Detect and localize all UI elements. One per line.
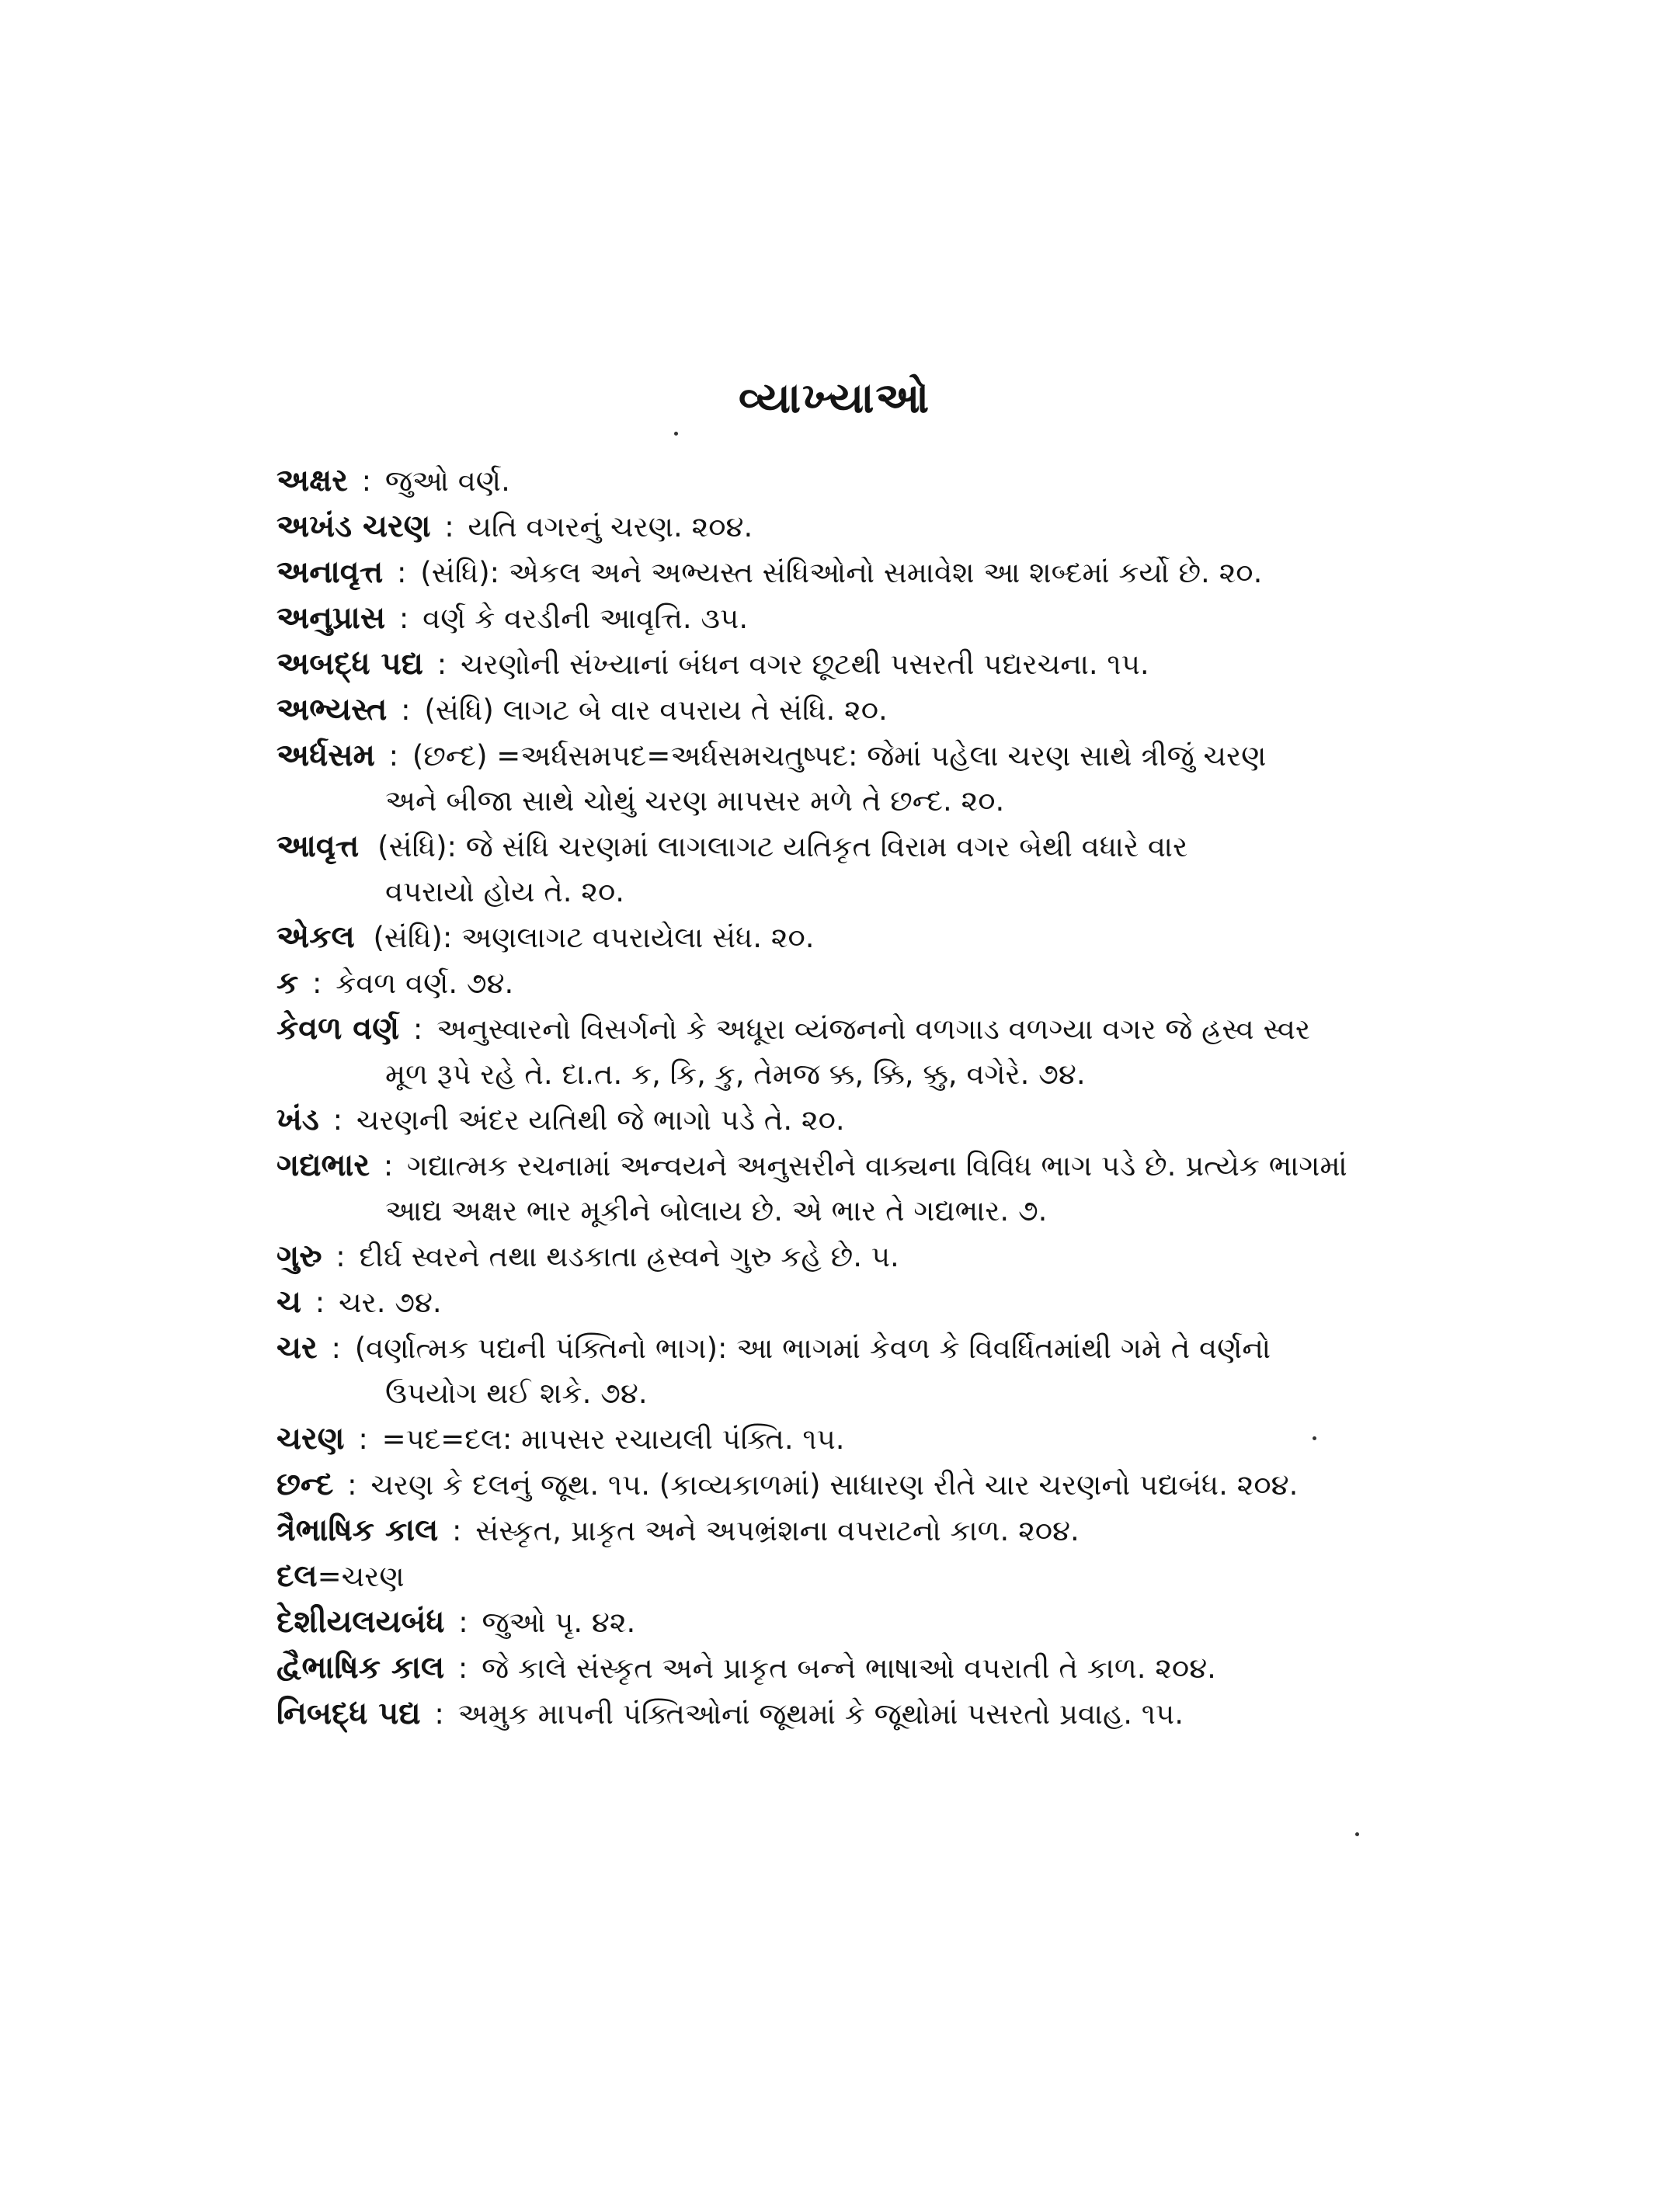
entry-term: આવૃત્ત	[276, 828, 360, 864]
entry-definition: ગદ્યાત્મક રચનામાં અન્વયને અનુસરીને વાક્યના વિવિધ ભાગ પડે છે. પ્રત્યેક ભાગમાં	[407, 1149, 1347, 1182]
entry-definition: ચરણ કે દલનું જૂથ. ૧૫. (કાવ્યકાળમાં) સાધારણ રીતે ચાર ચરણનો પદ્યબંધ. ૨૦૪.	[370, 1468, 1299, 1502]
list-item	[276, 1645, 1395, 1691]
entry-continuation: આદ્ય અક્ષર ભાર મૂકીને બોલાય છે. એ ભાર તે ગદ્યભાર. ૭.	[385, 1194, 1048, 1228]
entry-definition: (છન્દ) =અર્ધસમપદ=અર્ધસમચતુષ્પદ: જેમાં પહેલા ચરણ સાથે ત્રીજું ચરણ	[412, 739, 1267, 773]
entry-term: છન્દ	[276, 1467, 334, 1502]
entry-definition: દીર્ઘ સ્વરને તથા થડકાતા હ્રસ્વને ગુરુ કહે છે. ૫.	[359, 1240, 899, 1273]
entry-definition: =પદ=દલ: માપસર રચાયલી પંક્તિ. ૧૫.	[381, 1422, 845, 1456]
entry-definition: વર્ણ કે વરડીની આવૃત્તિ. ૩૫.	[422, 602, 749, 635]
list-item	[276, 550, 1395, 596]
entry-definition: સંસ્કૃત, પ્રાકૃત અને અપભ્રંશના વપરાટનો કાળ. ૨૦૪.	[475, 1514, 1080, 1547]
entry-definition: ચરણની અંદર યતિથી જે ભાગો પડે તે. ૨૦.	[356, 1103, 845, 1137]
entry-term: અક્ષર	[276, 463, 348, 498]
entry-definition: કેવળ વર્ણ. ૭૪.	[336, 967, 514, 1000]
entry-definition: (સંધિ) લાગટ બે વાર વપરાય તે સંધિ. ૨૦.	[424, 693, 888, 727]
entry-separator: :	[449, 1606, 478, 1639]
list-item	[276, 1554, 1395, 1599]
entry-definition: =ચરણ	[317, 1560, 405, 1593]
entry-term: નિબદ્ધ પદ્ય	[276, 1696, 421, 1731]
entry-term: ગુરુ	[276, 1238, 322, 1274]
list-item	[276, 1416, 1395, 1462]
print-speck	[1313, 1436, 1316, 1440]
entry-separator: :	[427, 648, 456, 681]
entry-definition: યતિ વગરનું ચરણ. ૨૦૪.	[468, 510, 753, 543]
list-item	[276, 733, 1395, 824]
list-item	[276, 458, 1395, 504]
entry-definition: (સંધિ): એકલ અને અભ્યસ્ત સંધિઓનો સમાવેશ આ શબ્દમાં કર્યો છે. ૨૦.	[420, 556, 1263, 589]
entry-separator: :	[379, 739, 408, 773]
entry-definition: જુઓ વર્ણ.	[384, 464, 510, 498]
entry-definition: જે કાલે સંસ્કૃત અને પ્રાકૃત બન્ને ભાષાઓ વપરાતી તે કાળ. ૨૦૪.	[482, 1651, 1216, 1685]
entry-term: ત્રૈભાષિક કાલ	[276, 1512, 439, 1548]
entry-term: અનાવૃત્ત	[276, 554, 384, 590]
entry-separator: :	[388, 556, 416, 589]
entry-term: ખંડ	[276, 1102, 319, 1137]
entry-continuation: અને બીજા સાથે ચોથું ચરણ માપસર મળે તે છન્દ. ૨૦.	[385, 784, 1005, 818]
page-title: વ્યાખ્યાઓ	[738, 373, 931, 422]
list-item	[276, 1691, 1395, 1737]
list-item	[276, 1325, 1395, 1416]
entry-term: અબદ્ધ પદ્ય	[276, 646, 423, 682]
entry-term: ગદ્યભાર	[276, 1148, 370, 1183]
entry-definition: (વર્ણાત્મક પદ્યની પંક્તિનો ભાગ): આ ભાગમાં કેવળ કે વિવર્ધિતમાંથી ગમે તે વર્ણનો	[354, 1332, 1271, 1365]
list-item	[276, 1462, 1395, 1508]
print-speck	[1355, 1832, 1359, 1836]
list-item	[276, 1097, 1395, 1143]
entry-separator: :	[326, 1240, 355, 1273]
entry-separator: :	[391, 693, 420, 727]
entry-separator: :	[404, 1012, 433, 1046]
list-item	[276, 960, 1395, 1006]
list-item	[276, 1006, 1395, 1097]
entry-separator: :	[425, 1697, 454, 1731]
list-item	[276, 1143, 1395, 1234]
entry-term: અભ્યસ્ત	[276, 692, 388, 727]
entry-separator: :	[435, 510, 464, 543]
entry-separator: :	[349, 1422, 377, 1456]
definitions-list	[276, 458, 1395, 1737]
entry-definition: (સંધિ): અણલાગટ વપરાયેલા સંધ. ૨૦.	[373, 921, 815, 954]
list-item	[276, 1508, 1395, 1554]
entry-separator: :	[338, 1468, 367, 1502]
entry-term: દેશીયલયબંધ	[276, 1604, 445, 1640]
list-item	[276, 504, 1395, 550]
entry-continuation: ઉપયોગ થઈ શકે. ૭૪.	[385, 1377, 648, 1410]
entry-separator: :	[443, 1514, 471, 1547]
entry-separator: :	[374, 1149, 403, 1182]
list-item	[276, 641, 1395, 687]
entry-separator: :	[323, 1103, 352, 1137]
entry-term: અનુપ્રાસ	[276, 600, 386, 636]
entry-definition: જુઓ પૃ. ૪૨.	[482, 1606, 636, 1639]
list-item	[276, 1599, 1395, 1645]
list-item	[276, 687, 1395, 733]
entry-separator	[359, 830, 377, 863]
entry-definition: (સંધિ): જે સંધિ ચરણમાં લાગલાગટ યતિકૃત વિરામ વગર બેથી વધારે વાર	[377, 830, 1188, 863]
list-item	[276, 824, 1395, 915]
list-item	[276, 1234, 1395, 1280]
entry-term: ચરણ	[276, 1421, 345, 1457]
entry-definition: ચર. ૭૪.	[339, 1286, 442, 1319]
entry-term: ક	[276, 965, 299, 1001]
entry-term: કેવળ વર્ણ	[276, 1011, 400, 1047]
entry-term: એકલ	[276, 919, 355, 955]
entry-separator: :	[352, 464, 381, 498]
entry-separator: :	[322, 1332, 350, 1365]
entry-term: ચ	[276, 1284, 301, 1320]
entry-definition: અમુક માપની પંક્તિઓનાં જૂથમાં કે જૂથોમાં પસરતો પ્રવાહ. ૧૫.	[457, 1697, 1184, 1731]
list-item	[276, 596, 1395, 641]
entry-continuation: વપરાયો હોય તે. ૨૦.	[385, 875, 625, 908]
entry-separator: :	[303, 967, 332, 1000]
entry-definition: અનુસ્વારનો વિસર્ગનો કે અધૂરા વ્યંજનનો વળગાડ વળગ્યા વગર જે હ્રસ્વ સ્વર	[436, 1012, 1310, 1046]
entry-separator: :	[390, 602, 419, 635]
list-item	[276, 1280, 1395, 1325]
entry-term: દ્વૈભાષિક કાલ	[276, 1650, 445, 1686]
entry-term: દલ	[276, 1558, 318, 1594]
entry-term: ચર	[276, 1330, 318, 1366]
entry-continuation: મૂળ રૂપે રહે તે. દા.ત. ક, કિ, કુ, તેમજ ક્ક, ક્કિ, ક્કુ, વગેરે. ૭૪.	[385, 1057, 1086, 1091]
entry-term: અખંડ ચરણ	[276, 509, 431, 544]
entry-separator: :	[306, 1286, 334, 1319]
entry-term: અર્ધસમ	[276, 738, 375, 773]
entry-definition: ચરણોની સંખ્યાનાં બંધન વગર છૂટથી પસરતી પદ્યરચના. ૧૫.	[460, 648, 1149, 681]
entry-separator	[355, 921, 374, 954]
print-speck	[674, 432, 678, 436]
entry-separator: :	[449, 1651, 478, 1685]
list-item	[276, 915, 1395, 960]
